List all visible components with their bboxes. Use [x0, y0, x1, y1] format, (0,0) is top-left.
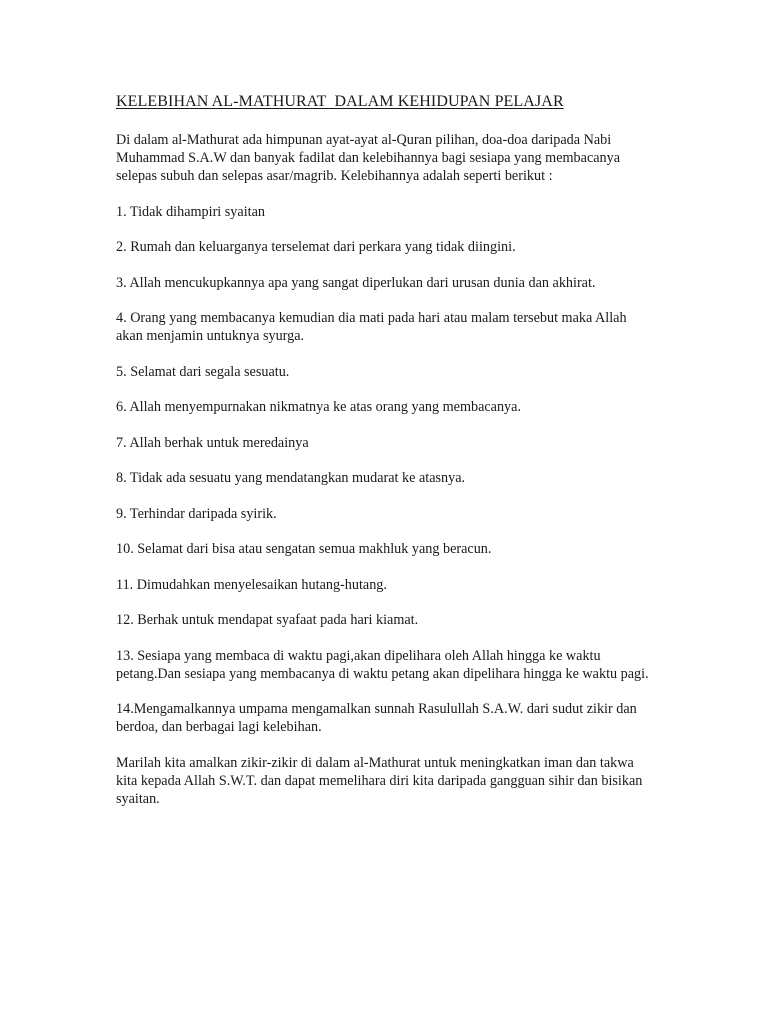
list-item: 4. Orang yang membacanya kemudian dia mati pada hari atau malam tersebut maka Allah akan menjamin untuknya syurga. [116, 310, 627, 344]
document-title: KELEBIHAN AL-MATHURAT DALAM KEHIDUPAN PELAJAR [116, 93, 564, 110]
list-item: 5. Selamat dari segala sesuatu. [116, 363, 290, 380]
document-body [116, 131, 656, 808]
list-item: 2. Rumah dan keluarganya terselemat dari perkara yang tidak diingini. [116, 239, 516, 255]
list-item: 1. Tidak dihampiri syaitan [116, 203, 265, 220]
list-item: 8. Tidak ada sesuatu yang mendatangkan mudarat ke atasnya. [116, 470, 466, 486]
list-item: 6. Allah menyempurnakan nikmatnya ke atas orang yang membacanya. [116, 399, 521, 415]
closing-paragraph: Marilah kita amalkan zikir-zikir di dalam al-Mathurat untuk meningkatkan iman dan takwa kita kepada Allah S.W.T. dan dapat memelihara diri kita daripada gangguan sihir dan bisikan syaitan. [116, 754, 643, 807]
list-item: 3. Allah mencukupkannya apa yang sangat diperlukan dari urusan dunia dan akhirat. [116, 274, 596, 291]
list-item: 13. Sesiapa yang membaca di waktu pagi,akan dipelihara oleh Allah hingga ke waktu petang.Dan sesiapa yang membacanya di waktu petang akan dipelihara hingga ke waktu pagi. [116, 647, 649, 682]
list-item: 12. Berhak untuk mendapat syafaat pada hari kiamat. [116, 612, 419, 628]
list-item: 14.Mengamalkannya umpama mengamalkan sunnah Rasulullah S.A.W. dari sudut zikir dan berdoa, dan berbagai lagi kelebihan. [116, 701, 637, 735]
list-item: 10. Selamat dari bisa atau sengatan semua makhluk yang beracun. [116, 541, 492, 557]
list-item: 7. Allah berhak untuk meredainya [116, 434, 309, 451]
intro-paragraph: Di dalam al-Mathurat ada himpunan ayat-ayat al-Quran pilihan, doa-doa daripada Nabi Muhammad S.A.W dan banyak fadilat dan kelebihannya bagi sesiapa yang membacanya selepas subuh dan selepas asar/magrib. Kelebihannya adalah seperti berikut : [116, 132, 621, 184]
list-item: 11. Dimudahkan menyelesaikan hutang-hutang. [116, 576, 387, 593]
list-item: 9. Terhindar daripada syirik. [116, 505, 277, 522]
